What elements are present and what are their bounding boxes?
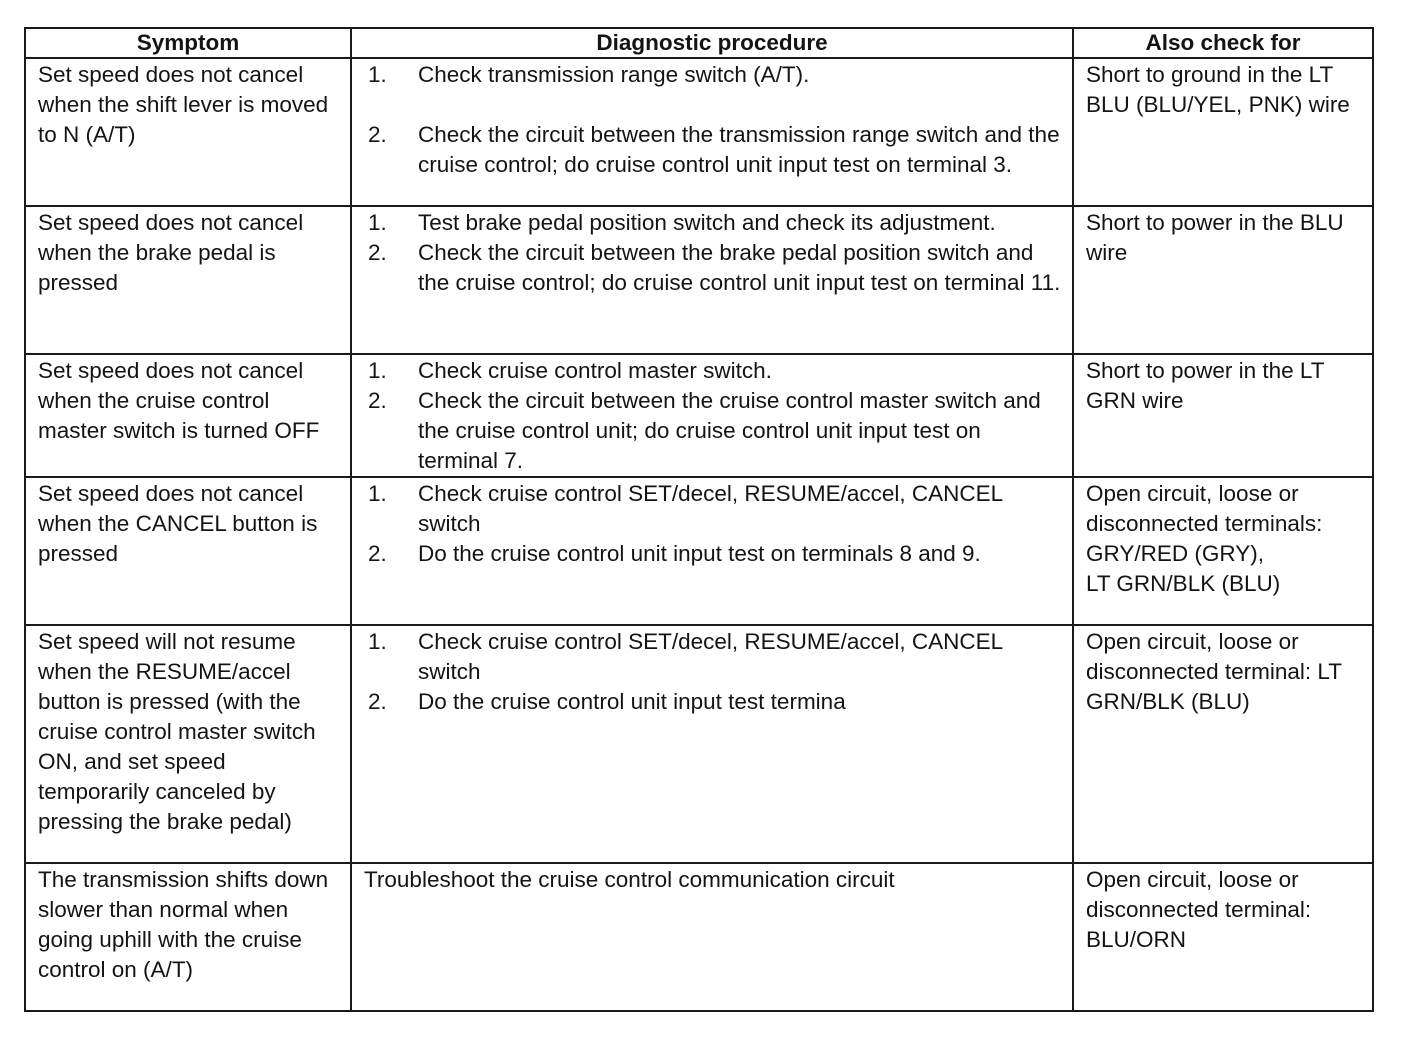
step-text: Check cruise control SET/decel, RESUME/accel, CANCEL switch: [418, 481, 1003, 536]
also-check-line: Open circuit, loose or disconnected terminals:: [1086, 481, 1323, 536]
header-row: [25, 28, 1373, 58]
procedure-step: [364, 386, 1064, 476]
table-row: [25, 206, 1373, 354]
also-check-line: LT GRN/BLK (BLU): [1086, 571, 1281, 596]
also-check-cell: Open circuit, loose or disconnected terminal: LT GRN/BLK (BLU): [1073, 625, 1373, 863]
procedure-steps: [364, 356, 1064, 476]
also-check-cell: [1073, 477, 1373, 625]
step-text: Check cruise control master switch.: [418, 358, 772, 383]
step-number: 2.: [368, 122, 387, 147]
header-symptom: Symptom: [25, 28, 351, 58]
step-number: 1.: [368, 358, 387, 383]
procedure-cell: [351, 206, 1073, 354]
step-number: 2.: [368, 689, 387, 714]
table-row: [25, 625, 1373, 863]
step-number: 2.: [368, 388, 387, 413]
step-text: Check the circuit between the brake pedal position switch and the cruise control; do cruise control unit input test on terminal 11.: [418, 240, 1061, 295]
procedure-step: [364, 539, 1064, 569]
symptom-cell: Set speed does not cancel when the shift lever is moved to N (A/T): [25, 58, 351, 206]
symptom-cell: Set speed will not resume when the RESUME/accel button is pressed (with the cruise control master switch ON, and set speed temporarily canceled by pressing the brake pedal): [25, 625, 351, 863]
step-text: Check transmission range switch (A/T).: [418, 62, 810, 87]
step-text: Check the circuit between the transmission range switch and the cruise control; do cruise control unit input test on terminal 3.: [418, 122, 1060, 177]
procedure-step: [364, 627, 1064, 687]
symptom-cell: Set speed does not cancel when the cruise control master switch is turned OFF: [25, 354, 351, 477]
procedure-cell: [351, 625, 1073, 863]
also-check-line: BLU/ORN: [1086, 927, 1187, 952]
step-text: Do the cruise control unit input test termina: [418, 689, 846, 714]
header-also-check-for: Also check for: [1073, 28, 1373, 58]
step-number: 2.: [368, 240, 387, 265]
also-check-line: GRY/RED (GRY),: [1086, 541, 1264, 566]
header-diagnostic-procedure: Diagnostic procedure: [351, 28, 1073, 58]
procedure-step: [364, 208, 1064, 238]
step-number: 2.: [368, 541, 387, 566]
procedure-cell: [351, 354, 1073, 477]
step-text: Check cruise control SET/decel, RESUME/accel, CANCEL switch: [418, 629, 1003, 684]
procedure-step: [364, 687, 1064, 717]
procedure-cell: [351, 58, 1073, 206]
step-text: Do the cruise control unit input test on terminals 8 and 9.: [418, 541, 981, 566]
procedure-steps: [364, 208, 1064, 298]
also-check-cell: Short to power in the LT GRN wire: [1073, 354, 1373, 477]
step-number: 1.: [368, 62, 387, 87]
step-number: 1.: [368, 481, 387, 506]
procedure-steps: [364, 479, 1064, 569]
procedure-step: [364, 238, 1064, 298]
symptom-cell: The transmission shifts down slower than normal when going uphill with the cruise control on (A/T): [25, 863, 351, 1011]
symptom-cell: Set speed does not cancel when the CANCEL button is pressed: [25, 477, 351, 625]
diagnostic-table: [24, 27, 1374, 1012]
procedure-step: [364, 479, 1064, 539]
step-text: Check the circuit between the cruise control master switch and the cruise control unit; do cruise control unit input test on terminal 7.: [418, 388, 1041, 473]
procedure-step: [364, 356, 1064, 386]
procedure-steps: [364, 60, 1064, 180]
also-check-line: Open circuit, loose or disconnected terminal:: [1086, 867, 1312, 922]
procedure-steps: [364, 627, 1064, 717]
also-check-cell: Short to ground in the LT BLU (BLU/YEL, PNK) wire: [1073, 58, 1373, 206]
procedure-step: [364, 60, 1064, 90]
table-row: [25, 863, 1373, 1011]
table-row: [25, 354, 1373, 477]
table-row: [25, 477, 1373, 625]
procedure-cell: [351, 477, 1073, 625]
also-check-cell: [1073, 863, 1373, 1011]
step-text: Test brake pedal position switch and check its adjustment.: [418, 210, 996, 235]
procedure-step: [364, 120, 1064, 180]
procedure-cell: Troubleshoot the cruise control communication circuit: [351, 863, 1073, 1011]
also-check-cell: Short to power in the BLU wire: [1073, 206, 1373, 354]
step-number: 1.: [368, 629, 387, 654]
table-row: [25, 58, 1373, 206]
symptom-cell: Set speed does not cancel when the brake pedal is pressed: [25, 206, 351, 354]
step-number: 1.: [368, 210, 387, 235]
